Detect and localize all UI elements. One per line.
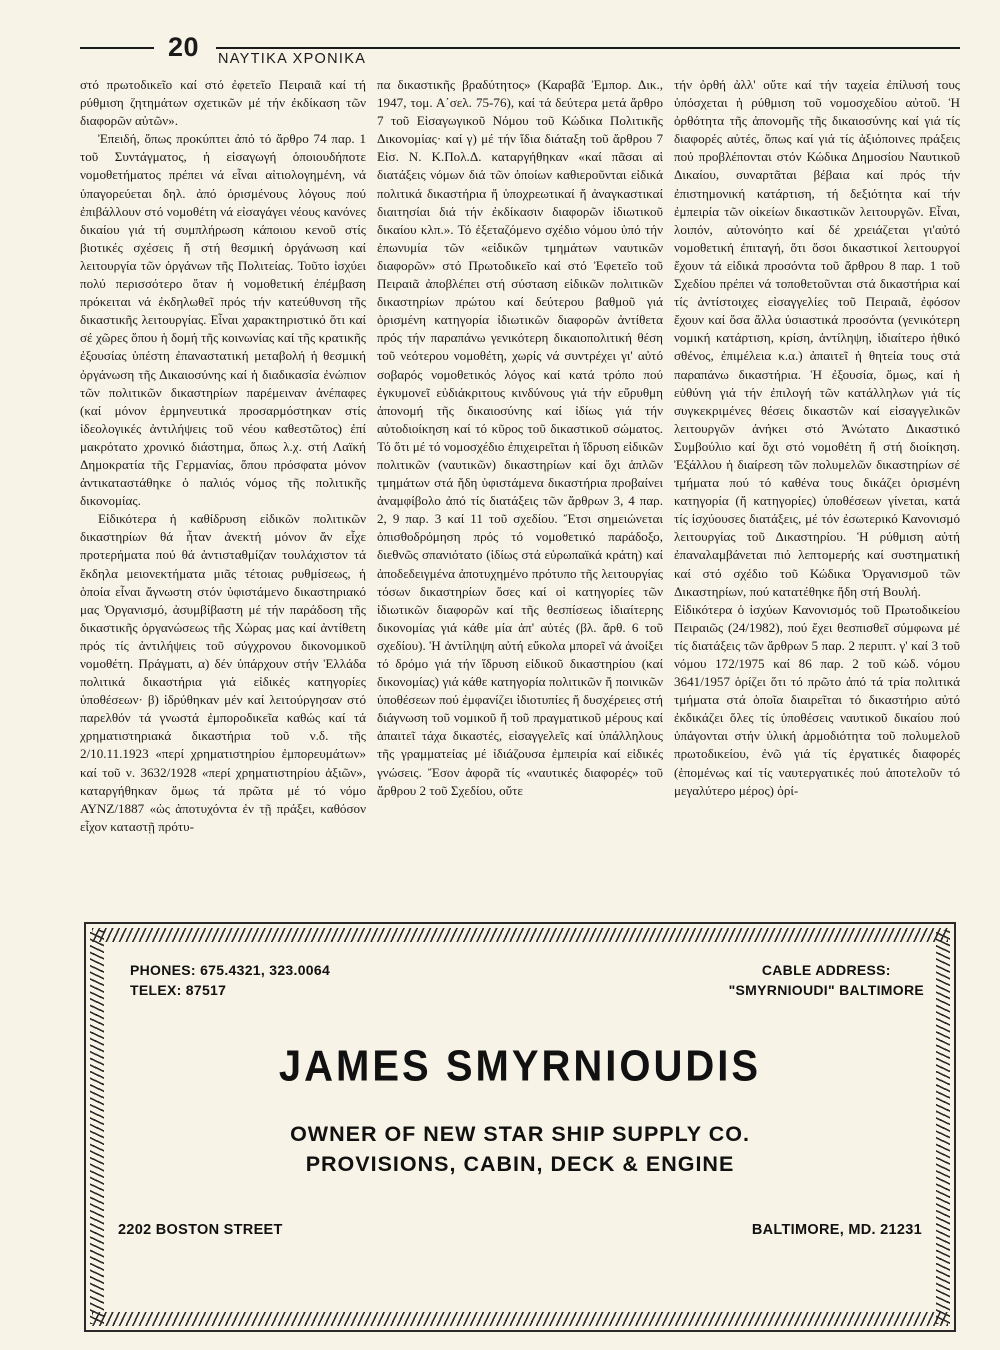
rope-border-left bbox=[90, 930, 104, 1324]
ad-content bbox=[108, 946, 932, 1308]
advertisement bbox=[84, 922, 956, 1332]
paragraph: Εἰδικότερα ἡ καθίδρυση εἰδικῶν πολιτικῶν δικαστηρίων θά ἦταν ἀνεκτή μόνον ἄν εἶχε προτερήματα πού θά ἀντισταθμίζαν τουλάχιστον τά ἔκδηλα μειονεκτήματα μιᾶς τέτοιας ρυθμίσεως, ἡ ὁποία εἶναι ἄγνωστη στόν ὑφιστάμενο δικαστηριακό μας Ὀργανισμό, ἀσυμβίβαστη μέ τήν παράδοση τῆς δικαστικῆς ὀργανώσεως τῆς Χώρας μας καί ἀντίθετη πρός τίς ἀντιλήψεις τοῦ σύγχρονου δικονομικοῦ νομοθέτη. Πράγματι, α) δέν ὑπάρχουν στήν Ἑλλάδα πολιτικά δικαστήρια γιά εἰδικές κατηγορίες ὑποθέσεων· β) ἱδρύθηκαν μέν καί λειτούργησαν στό παρελθόν τά γνωστά ἐμποροδικεῖα καθώς καί τά χρηματιστηριακά δικαστήρια τοῦ ν.δ. τῆς 2/10.11.1923 «περί χρηματιστηρίου ἐμπορευμάτων» καί τοῦ ν. 3632/1928 «περί χρηματιστηρίου ἀξιῶν», καταργήθηκαν ὅμως τά πρῶτα μέ τό νόμο ΑΥΝΖ/1887 «ὡς ἀποτυχόντα ἐν τῇ πράξει, καθόσον εἶχον καταστῇ πρότυ- bbox=[80, 511, 366, 834]
article-column-1 bbox=[80, 76, 366, 916]
article-column-3 bbox=[674, 76, 960, 916]
article-body bbox=[80, 76, 960, 916]
ad-tagline-2: PROVISIONS, CABIN, DECK & ENGINE bbox=[305, 1152, 735, 1176]
ad-telex: TELEX: 87517 bbox=[130, 982, 227, 998]
ad-cable-label: CABLE ADDRESS: bbox=[761, 962, 891, 978]
ad-cable-value: "SMYRNIOUDI" BALTIMORE bbox=[728, 982, 924, 998]
page-header bbox=[80, 32, 960, 70]
rope-border-bottom bbox=[92, 1312, 948, 1326]
paragraph: τήν ὀρθή ἀλλ' οὔτε καί τήν ταχεία ἐπίλυσή τους ὑπόσχεται ἡ ρύθμιση τοῦ νομοσχεδίου αὐτοῦ. Ἡ ὀρθότητα τῆς ἀπονομῆς τῆς δικαιοσύνης καί γιά τίς διαφορές αὐτές, ὅπως καί γιά τίς ἀξιόποινες πράξεις πού προβλέπονται στόν Κώδικα Δημοσίου Ναυτικοῦ Δικαίου, συναρτᾶται βέβαια καί πρός τήν ἐπιστημονική κατάρτιση, τή δεξιότητα καί τήν ἐμπειρία τῶν οἰκείων δικαστικῶν λειτουργῶν. Εἶναι, λοιπόν, αὐτονόητο καί δέ χρειάζεται γι'αὐτό νομοθετική ἐπιταγή, ὅτι ὅσοι δικαστικοί λειτουργοί ἔχουν τά εἰδικά προσόντα τοῦ ἄρθρου 8 παρ. 1 τοῦ Σχεδίου πρέπει νά τοποθετοῦνται στά δικαστήρια καί τίς ἀντίστοιχες εἰσαγγελίες τοῦ Πειραιᾶ, ἐφόσον ἔχουν καί ὅσα ἄλλα ὑσιαστικά προσόντα (γενικότερη νομική κατάρτιση, κρίση, ἀντίληψη, ἰδιαίτερο ἠθικό σθένος, ἐπιμέλεια κ.α.) ἀπαιτεῖ ἡ θητεία τους στά παραπάνω δικαστήρια. Ἡ ἐξουσία, ὅμως, καί ἡ εὐθύνη γιά τήν ἐπιλογή τῶν κατάλληλων γιά τίς συγκεκριμένες θέσεις δικαστῶν καί εἰσαγγελικῶν λειτουργῶν ἀνήκει στό Ἀνώτατο Δικαστικό Συμβούλιο καί ὄχι στό νομοθέτη ἤ στή διοίκηση. Ἐξάλλου ἡ διαίρεση τῶν πολυμελῶν δικαστηρίων σέ τμήματα πού τό καθένα τους δικάζει ὁρισμένη κατηγορία (ἤ κατηγορίες) ὑποθέσεων γίνεται, κατά τίς ἰσχύουσες διατάξεις, μέ τόν ἐσωτερικό Κανονισμό λειτουργίας τοῦ Δικαστηρίου. Ἡ ρύθμιση αὐτή ἐπαναλαμβάνεται πιό λεπτομερής καί συστηματική καί στό σχέδιο τοῦ Κώδικα Ὀργανισμοῦ τῶν Δικαστηρίων, πού κατατέθηκε ἤδη στή Βουλή. bbox=[674, 77, 960, 599]
ad-tagline-1: OWNER OF NEW STAR SHIP SUPPLY CO. bbox=[290, 1122, 750, 1146]
paragraph: Εἰδικότερα ὁ ἰσχύων Κανονισμός τοῦ Πρωτοδικείου Πειραιῶς (24/1982), πού ἔχει θεσπισθεῖ σύμφωνα μέ τίς διατάξεις τῶν ἄρθρων 5 παρ. 2 περιπτ. γ' καί 3 τοῦ νόμου 172/1975 καί 86 παρ. 2 τοῦ κώδ. νόμου 3641/1957 ὁρίζει ὅτι τό πρῶτο ἀπό τά τρία πολιτικά τμήματα στά ὁποῖα διαιρεῖται τό δικαστήριο αὐτό ἐκδικάζει ὅλες τίς ὑποθέσεις ναυτικοῦ δικαίου πού ὑπάγονται στήν ὑλική ἁρμοδιότητα τοῦ πολυμελοῦ πρωτοδικείου, ἐνῶ γιά τίς ἐργατικές διαφορές (ἑπομένως καί τίς ναυτεργατικές πού ἀποτελοῦν τό μεγαλύτερο μέρος) ὁρί- bbox=[674, 601, 960, 798]
ad-street: 2202 BOSTON STREET bbox=[118, 1222, 283, 1238]
page-number: 20 bbox=[168, 32, 200, 62]
article-column-2 bbox=[377, 76, 663, 916]
ad-cable bbox=[729, 960, 924, 1000]
ad-city: BALTIMORE, MD. 21231 bbox=[751, 1222, 922, 1238]
header-rule-right bbox=[216, 47, 960, 49]
paragraph: στό πρωτοδικεῖο καί στό ἐφετεῖο Πειραιᾶ καί τή ρύθμιση ζητημάτων σχετικῶν μέ τήν ἐκδίκαση τῶν διαφορῶν αὐτῶν». bbox=[80, 77, 366, 129]
header-rule-left bbox=[80, 47, 154, 49]
ad-phones: PHONES: 675.4321, 323.0064 bbox=[130, 962, 331, 978]
paragraph: πα δικαστικῆς βραδύτητος» (Καραβᾶ Ἐμπορ. Δικ., 1947, τομ. Α΄σελ. 75-76), καί τά δεύτερα μετά ἄρθρο 7 τοῦ Εἰσαγωγικοῦ Νόμου τοῦ Κώδικα Πολιτικῆς Δικονομίας· καί γ) μέ τήν ἴδια διάταξη τοῦ ἄρθρου 7 Εἰσ. Ν. Κ.Πολ.Δ. καταργήθηκαν «καί πᾶσαι αἱ διατάξεις νόμων διά τῶν ὁποίων καθιεροῦνται εἰδικά πολιτικά δικαστήρια ἤ ὑποχρεωτικαί ἤ ἀναγκαστικαί διαιτησίαι διά τήν ἐκδίκασιν διαφορῶν ἰδιωτικοῦ δικαίου κλπ.». Τό ἐξεταζόμενο σχέδιο νόμου ὑπό τήν ἐπωνυμία τῶν «εἰδικῶν τμημάτων ναυτικῶν διαφορῶν» στό Πρωτοδικεῖο καί στό Ἐφετεῖο τοῦ Πειραιᾶ ἀποβλέπει στή σύσταση εἰδικῶν πολιτικῶν δικαστηρίων πρώτου καί δεύτερου βαθμοῦ γιά ὁρισμένη κατηγορία ἰδιωτικῶν διαφορῶν ἀντίθετα πρός τήν παραπάνω γενικότερη δικαιοπολιτική θέση τοῦ νεότερου νομοθέτη, χωρίς νά συντρέχει γι' αὐτό σοβαρός νομοθετικός λόγος καί κατά τρόπο πού ἐγκυμονεῖ εὐδιάκριτους κινδύνους γιά τήν εὔρυθμη ἀπονομή τῆς δικαιοσύνης καί ἰδίως γιά τήν αὐτοδιοίκηση καί τό κῦρος τοῦ δικαστικοῦ σώματος. Τό ὅτι μέ τό νομοσχέδιο ἐπιχειρεῖται ἡ ἵδρυση εἰδικῶν πολιτικῶν (ναυτικῶν) δικαστηρίων καί ὄχι ἁπλῶν τμημάτων στά ἤδη ὑφιστάμενα δικαστήρια προβαίνει ἀναμφίβολο ἀπό τίς διατάξεις τῶν ἄρθρων 3, 4 παρ. 2, 9 παρ. 3 καί 11 τοῦ σχεδίου. Ἔτσι σημειώνεται ὀπισθοδρόμηση πρός τό νομοθετικό παράδοξο, διεθνῶς σπανιότατο (ἰδίως στά εὐρωπαϊκά κράτη) καί ἀποδεδειγμένα ἀποτυχημένο πρότυπο τῆς λειτουργίας τόσων δικαστηρίων ὅσες καί οἱ κατηγορίες τῶν ἰδιωτικῶν διαφορῶν καί τῆς θεσπίσεως ἰδιαίτερης δικονομίας γιά κάθε μία ἀπ' αὐτές (βλ. ἄρθ. 6 τοῦ σχεδίου). Ἡ ἀντίληψη αὐτή εὔκολα μπορεῖ νά ἀνοίξει τό δρόμο γιά τήν ἵδρυση εἰδικοῦ δικαστηρίου (καί δικονομίας) γιά κάθε κατηγορία πολιτικῶν ἤ ποινικῶν ὑποθέσεων πού ἐμφανίζει ἰδιοτυπίες ἤ δυσχέρειες στή διάγνωση τοῦ νομικοῦ ἤ τοῦ πραγματικοῦ μέρους καί ἀπαιτεῖ τάχα δικαστές, εἰσαγγελεῖς καί ὑπάλληλους τῆς γραμματείας μέ ἰδιάζουσα ἐμπειρία καί εἰδικές γνώσεις. Ἔσον ἀφορᾶ τίς «ναυτικές διαφορές» τοῦ ἄρθρου 2 τοῦ Σχεδίου, οὔτε bbox=[377, 77, 663, 798]
magazine-title: ΝΑΥΤΙΚΑ ΧΡΟΝΙΚΑ bbox=[218, 51, 367, 67]
ad-name: JAMES SMYRNIOUDIS bbox=[278, 1041, 762, 1091]
paragraph: Ἐπειδή, ὅπως προκύπτει ἀπό τό ἄρθρο 74 παρ. 1 τοῦ Συντάγματος, ἡ εἰσαγωγή ὁποιουδήποτε νομοθετήματος πρέπει νά εἶναι αἰτιολογημένη, νά ὑπαγορεύεται δηλ. ἀπό ὁρισμένους λόγους πού ἐπιβάλλουν στό νομοθέτη νά εἰσαγάγει νέους κανόνες δικαίου γιά τή συμπλήρωση κάποιου κενοῦ στίς βιοτικές σχέσεις ἤ στή θεσμική ὀργάνωση καί λειτουργία τῶν ὀργάνων τῆς Πολιτείας. Τοῦτο ἰσχύει πολύ περισσότερο ὅταν ἡ νομοθετική ἐπέμβαση πρόκειται νά ἐκδηλωθεῖ πρός τήν κατεύθυνση τῆς δικαστικῆς λειτουργίας. Εἶναι χαρακτηριστικό ὅτι καί σέ χῶρες ὅπου ἡ δομή τῆς κοινωνίας καί τῆς κρατικῆς ἐξουσίας ὑπέστη ἐπαναστατική μεταβολή ἡ θεσμική ὀργάνωση τῆς Δικαιοσύνης καί ἡ διαδικασία ἐνώπιον τῶν πολιτικῶν δικαστηρίων παρέμειναν ἀνέπαφες (καί μόνον ἑρμηνευτικά προσαρμόστηκαν στίς ἰδεολογικές ἀντιλήψεις τοῦ νέου καθεστῶτος) ἐπί μακρότατο χρονικό διάστημα, ὅπως λ.χ. στή Λαϊκή Δημοκρατία τῆς Γερμανίας, ὅπου πρόσφατα μόνον ἀντικαταστάθηκε ὁ παλιός νόμος τῆς πολιτικῆς δικονομίας. bbox=[80, 131, 366, 509]
rope-border-top bbox=[92, 928, 948, 942]
ad-contact bbox=[130, 960, 330, 1000]
rope-border-right bbox=[936, 930, 950, 1324]
